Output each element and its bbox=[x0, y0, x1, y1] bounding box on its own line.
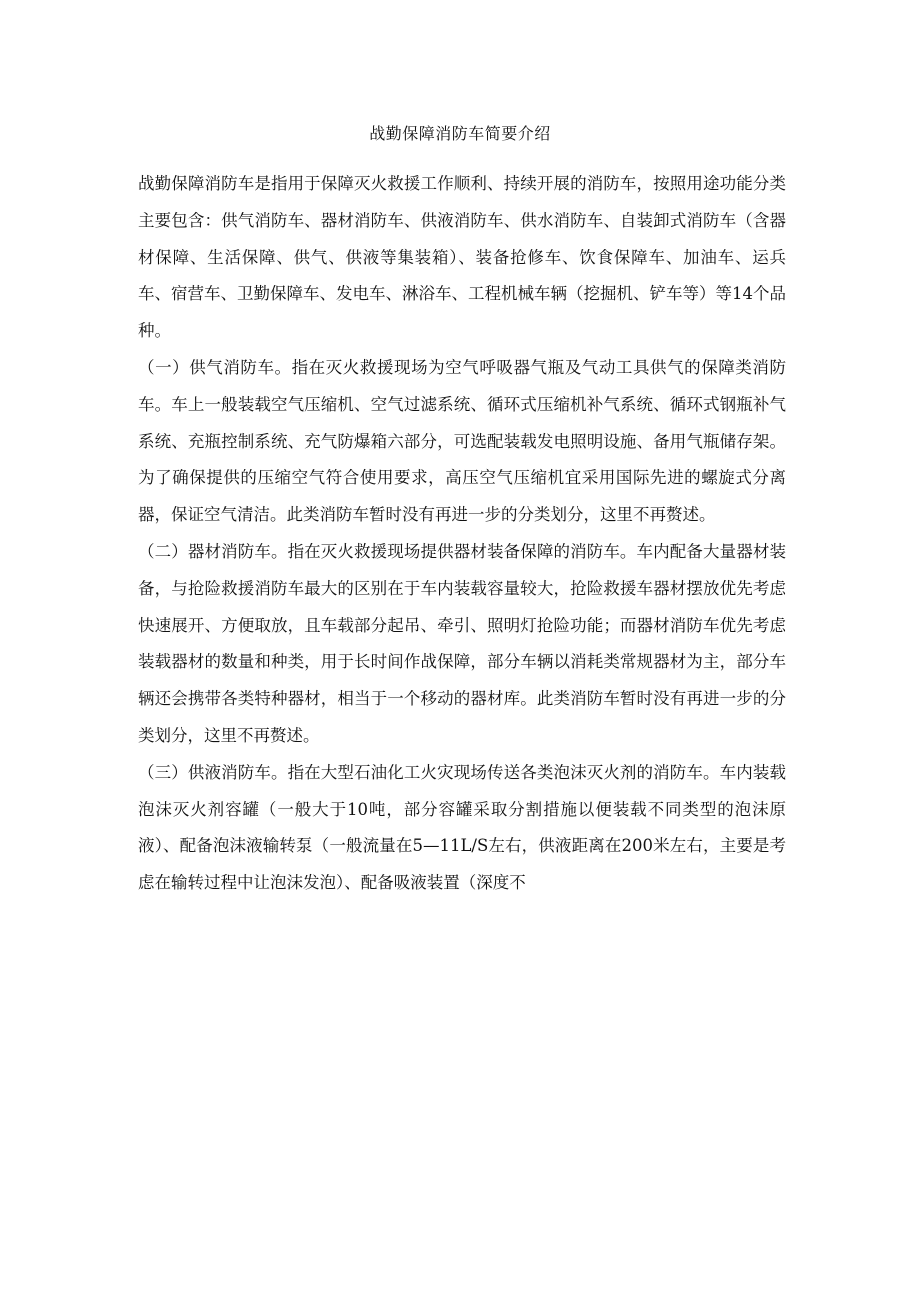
document-title: 战勤保障消防车简要介绍 bbox=[369, 124, 551, 143]
paragraph-equipment-truck: （二）器材消防车。指在灭火救援现场提供器材装备保障的消防车。车内配备大量器材装备，与抢险救援消防车最大的区别在于车内装载容量较大，抢险救援车器材摆放优先考虑快速展开、方便取放，且车载部分起吊、牵引、照明灯抢险功能；而器材消防车优先考虑装载器材的数量和种类，用于长时间作战保障，部分车辆以消耗类常规器材为主，部分车辆还会携带各类特种器材，相当于一个移动的器材库。此类消防车暂时没有再进一步的分类划分，这里不再赘述。 bbox=[138, 541, 786, 745]
paragraph-intro: 战勤保障消防车是指用于保障灭火救援工作顺利、持续开展的消防车，按照用途功能分类主要包含：供气消防车、器材消防车、供液消防车、供水消防车、自装卸式消防车（含器材保障、生活保障、供气、供液等集装箱）、装备抢修车、饮食保障车、加油车、运兵车、宿营车、卫勤保障车、发电车、淋浴车、工程机械车辆（挖掘机、铲车等）等14个品种。 bbox=[138, 174, 786, 341]
paragraph-gas-supply-truck: （一）供气消防车。指在灭火救援现场为空气呼吸器气瓶及气动工具供气的保障类消防车。车上一般装载空气压缩机、空气过滤系统、循环式压缩机补气系统、循环式钢瓶补气系统、充瓶控制系统、充气防爆箱六部分，可选配装载发电照明设施、备用气瓶储存架。为了确保提供的压缩空气符合使用要求，高压空气压缩机宜采用国际先进的螺旋式分离器，保证空气清洁。此类消防车暂时没有再进一步的分类划分，这里不再赘述。 bbox=[138, 357, 786, 525]
document-body bbox=[138, 166, 786, 902]
paragraph-foam-supply-truck: （三）供液消防车。指在大型石油化工火灾现场传送各类泡沫灭火剂的消防车。车内装载泡沫灭火剂容罐（一般大于10吨，部分容罐采取分割措施以便装载不同类型的泡沫原液）、配备泡沫液输转泵（一般流量在5—11L/S左右，供液距离在200米左右，主要是考虑在输转过程中让泡沫发泡）、配备吸液装置（深度不 bbox=[138, 762, 786, 893]
